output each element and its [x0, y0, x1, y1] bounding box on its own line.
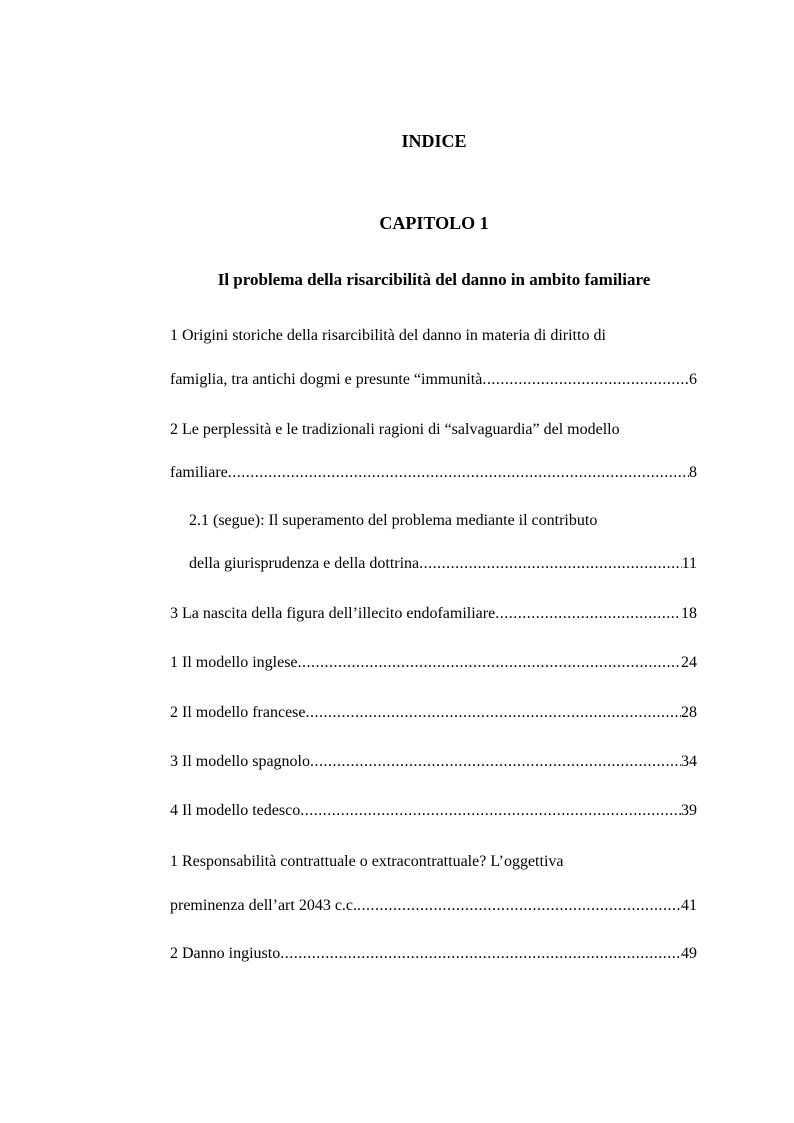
dot-leader: [306, 703, 682, 723]
toc-entry-2-1[interactable]: [189, 554, 697, 574]
toc-entry-8[interactable]: [170, 896, 697, 916]
dot-leader: [495, 604, 681, 624]
toc-entry-1[interactable]: [170, 370, 697, 390]
toc-entry-6[interactable]: [170, 752, 697, 772]
dot-leader: [482, 370, 689, 390]
toc-entry-3-text: 3 La nascita della figura dell’illecito endofamiliare: [170, 605, 496, 622]
toc-entry-2-1-line1: 2.1 (segue): Il superamento del problema mediante il contributo: [189, 512, 598, 529]
toc-entry-6-text: 3 Il modello spagnolo: [170, 753, 310, 770]
toc-entry-5-page: 28: [681, 704, 697, 721]
dot-leader: [298, 653, 681, 673]
toc-entry-3-page: 18: [681, 605, 697, 622]
toc-entry-2-page: 8: [689, 464, 697, 481]
toc-entry-8-page: 41: [681, 897, 697, 914]
dot-leader: [419, 554, 681, 574]
toc-entry-7[interactable]: [170, 801, 697, 821]
toc-entry-2-line1: 2 Le perplessità e le tradizionali ragioni di “salvaguardia” del modello: [170, 421, 620, 438]
toc-entry-2[interactable]: [170, 463, 697, 483]
toc-entry-4-page: 24: [681, 654, 697, 671]
toc-entry-5-text: 2 Il modello francese: [170, 704, 306, 721]
dot-leader: [280, 944, 681, 964]
toc-entry-2-1-line2: della giurisprudenza e della dottrina: [189, 555, 420, 572]
toc-entry-7-page: 39: [681, 802, 697, 819]
dot-leader: [300, 801, 681, 821]
toc-entry-4[interactable]: [170, 653, 697, 673]
toc-entry-2-1-page: 11: [681, 555, 697, 572]
toc-entry-7-text: 4 Il modello tedesco: [170, 802, 301, 819]
toc-entry-9-page: 49: [681, 945, 697, 962]
toc-entry-2-line2: familiare: [170, 464, 228, 481]
toc-entry-4-text: 1 Il modello inglese: [170, 654, 298, 671]
toc-entry-1-page: 6: [689, 371, 697, 388]
toc-entry-1-line2: famiglia, tra antichi dogmi e presunte “immunità: [170, 371, 483, 388]
toc-entry-9[interactable]: [170, 944, 697, 964]
toc-entry-3[interactable]: [170, 604, 697, 624]
dot-leader: [310, 752, 681, 772]
dot-leader: [228, 463, 689, 483]
toc-entry-1-line1: 1 Origini storiche della risarcibilità del danno in materia di diritto di: [170, 327, 606, 344]
toc-entry-9-text: 2 Danno ingiusto: [170, 945, 281, 962]
index-title: INDICE: [401, 131, 467, 151]
chapter-title: CAPITOLO 1: [379, 213, 489, 233]
toc-entry-6-page: 34: [681, 753, 697, 770]
toc-entry-5[interactable]: [170, 703, 697, 723]
dot-leader: [357, 896, 681, 916]
chapter-subtitle: Il problema della risarcibilità del danno in ambito familiare: [217, 270, 651, 289]
toc-entry-8-line1: 1 Responsabilità contrattuale o extracontrattuale? L’oggettiva: [170, 853, 564, 870]
toc-entry-8-line2: preminenza dell’art 2043 c.c.: [170, 897, 358, 914]
